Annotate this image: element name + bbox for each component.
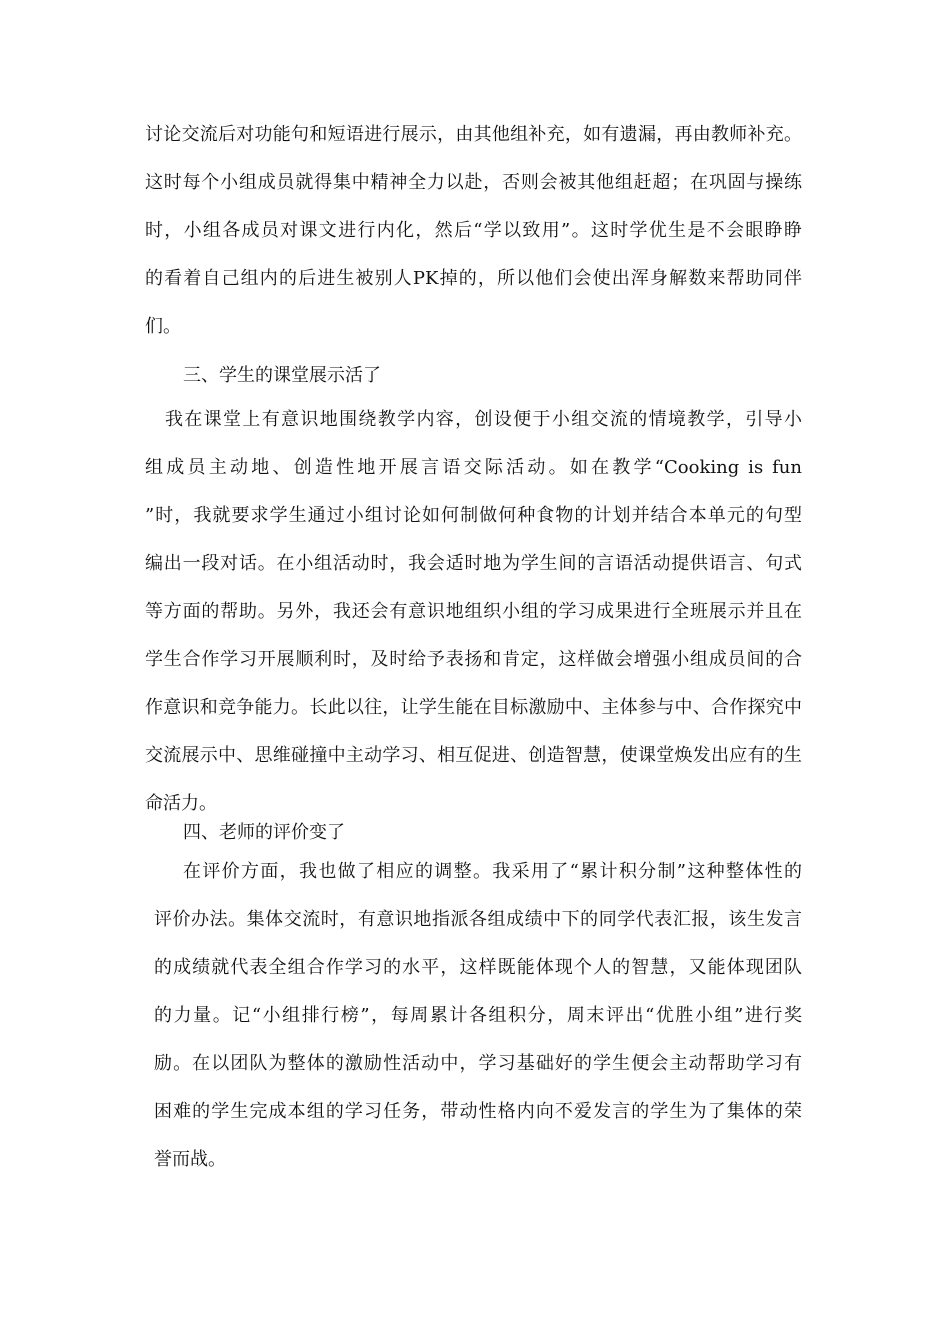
text-line: 交流展示中、思维碰撞中主动学习、相互促进、创造智慧，使课堂焕发出应有的生 [145, 745, 802, 766]
text-line: 学生合作学习开展顺利时，及时给予表扬和肯定，这样做会增强小组成员间的合 [145, 649, 802, 670]
text-line: 编出一段对话。在小组活动时，我会适时地为学生间的言语活动提供语言、句式 [145, 553, 802, 574]
text-line: ”时，我就要求学生通过小组讨论如何制做何种食物的计划并结合本单元的句型 [145, 505, 802, 526]
text-line: 这时每个小组成员就得集中精神全力以赴，否则会被其他组赶超；在巩固与操练 [145, 172, 802, 193]
text-line: 评价办法。集体交流时，有意识地指派各组成绩中下的同学代表汇报，该生发言 [154, 909, 802, 930]
text-line: 励。在以团队为整体的激励性活动中，学习基础好的学生便会主动帮助学习有 [154, 1053, 802, 1074]
text-line: 命活力。 [145, 793, 217, 814]
text-line: 的成绩就代表全组合作学习的水平，这样既能体现个人的智慧，又能体现团队 [154, 957, 802, 978]
text-line: 等方面的帮助。另外，我还会有意识地组织小组的学习成果进行全班展示并且在 [145, 601, 802, 622]
text-line: 讨论交流后对功能句和短语进行展示，由其他组补充，如有遗漏，再由教师补充。 [145, 124, 802, 145]
section-heading-3: 三、学生的课堂展示活了 [183, 365, 381, 386]
text-line: 的力量。记“小组排行榜”，每周累计各组积分，周末评出“优胜小组”进行奖 [154, 1005, 802, 1026]
text-line: 时，小组各成员对课文进行内化，然后“学以致用”。这时学优生是不会眼睁睁 [145, 220, 802, 241]
text-line: 我在课堂上有意识地围绕教学内容，创设便于小组交流的情境教学，引导小 [165, 409, 802, 430]
text-line: 作意识和竞争能力。长此以往，让学生能在目标激励中、主体参与中、合作探究中 [145, 697, 802, 718]
text-line: 在评价方面，我也做了相应的调整。我采用了“累计积分制”这种整体性的 [183, 861, 802, 882]
section-heading-4: 四、老师的评价变了 [183, 822, 345, 843]
text-line: 困难的学生完成本组的学习任务，带动性格内向不爱发言的学生为了集体的荣 [154, 1101, 802, 1122]
text-line: 誉而战。 [154, 1149, 226, 1170]
text-line: 组成员主动地、创造性地开展言语交际活动。如在教学“Cooking is fun [145, 457, 802, 478]
text-line: 的看着自己组内的后进生被别人PK掉的，所以他们会使出浑身解数来帮助同伴 [145, 268, 802, 289]
text-line: 们。 [145, 316, 181, 337]
